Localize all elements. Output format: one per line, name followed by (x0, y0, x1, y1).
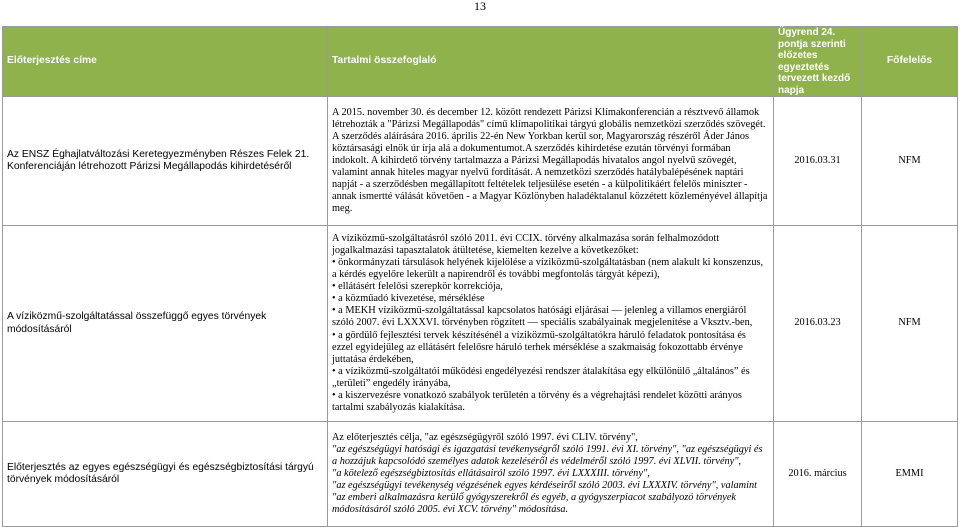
page-number: 13 (474, 0, 486, 13)
summary-bullet: • ellátásért felelősi szerepkör korrekciója, (332, 281, 503, 293)
table-row (3, 97, 958, 226)
row-summary: A 2015. november 30. és december 12. között rendezett Párizsi Klímakonferencián a résztvevő államok létrehozták a "Párizsi Megállapodás" című klímapolitikai tárgyú globális nemzetközi szerződés szövegét. A szerződés aláírására 2016. április 22-én New Yorkban kerül sor, Magyarország részéről Áder János köztársasági elnök úr írja alá a dokumentumot.A szerződés kihirdetése ezután törvényi formában indokolt. A kihirdető törvény tartalmazza a Párizsi Megállapodás hivatalos angol nyelvű szövegét, valamint annak hiteles magyar nyelvű fordítását. A nemzetközi szerződés hatálybalépésének naptári napját - a szerződésben megállapított feltételek teljesülése esetén - a külpolitikáért felelős miniszter - annak ismertté válását követően - a Magyar Közlönyben haladéktalanul közzétett közleményével állapítja meg. (328, 97, 774, 226)
summary-bullet: • a víziközmű-szolgáltatói működési engedélyezési rendszer átalakítása egy elkülönülő „általános” és „területi” engedély irányába, (332, 365, 750, 389)
summary-line: A víziközmű-szolgáltatásról szóló 2011. évi CCIX. törvény alkalmazása során felhalmozódott jogalkalmazási tapasztalatok átültetése, kiemelten kezelve a következőket: (332, 232, 720, 256)
header-summary: Tartalmi összefoglaló (328, 27, 774, 97)
agenda-table (2, 26, 958, 527)
header-deadline: Ügyrend 24. pontja szerinti előzetes egyeztetés tervezett kezdő napja (774, 27, 862, 97)
row-date: 2016.03.23 (774, 226, 862, 422)
row-responsible: EMMI (862, 422, 958, 527)
summary-line: "a kötelező egészségbiztosítás ellátásairól szóló 1997. évi LXXXIII. törvény", (332, 467, 650, 479)
summary-line: "az egészségügyi hatósági és igazgatási tevékenységről szóló 1991. évi XI. törvény", "az egészségügyi és a hozzájuk kapcsolódó személyes adatok kezeléséről és védelméről szóló 1997. évi XLVII. törvény", (332, 443, 763, 467)
header-responsible: Főfelelős (862, 27, 958, 97)
header-title: Előterjesztés címe (3, 27, 328, 97)
row-date: 2016.03.31 (774, 97, 862, 226)
summary-bullet: • a közműadó kivezetése, mérséklése (332, 293, 485, 305)
table-header-row (3, 27, 958, 97)
table-row (3, 226, 958, 422)
row-title: Előterjesztés az egyes egészségügyi és egészségbiztosítási tárgyú törvények módosításáról (3, 422, 328, 527)
summary-line: "az egészségügyi tevékenység végzésének egyes kérdéseiről szóló 2003. évi LXXXIV. törvény", valamint "az emberi alkalmazásra kerülő gyógyszerekről és egyéb, a gyógyszerpiacot szabályozó törvények módosításáról szóló 2005. évi XCV. törvény" módosítása. (332, 480, 757, 516)
row-summary (328, 422, 774, 527)
row-title: A víziközmű-szolgáltatással összefüggő egyes törvények módosításáról (3, 226, 328, 422)
row-responsible: NFM (862, 226, 958, 422)
row-summary (328, 226, 774, 422)
summary-bullet: • a gördülő fejlesztési tervek készítésénél a víziközmű-szolgáltatókra háruló feladatok pontosítása és ezzel egyidejűleg az ellátásért felelősre háruló terhek mérséklése a szakmaiság fokozottabb érvénye juttatása érdekében, (332, 329, 746, 365)
summary-bullet: • a kiszervezésre vonatkozó szabályok területén a törvény és a végrehajtási rendelet közötti arányos tartalmi szabályozás kialakítása. (332, 390, 742, 414)
summary-bullet: • önkormányzati társulások helyének kijelölése a víziközmű-szolgáltatásban (nem alakult ki konszenzus, a kérdés egyelőre lekerült a napirendről és további megfontolás tárgyát képezi), (332, 256, 764, 281)
row-title: Az ENSZ Éghajlatváltozási Keretegyezményben Részes Felek 21. Konferenciáján létrehozott Párizsi Megállapodás kihirdetéséről (3, 97, 328, 226)
row-responsible: NFM (862, 97, 958, 226)
row-date: 2016. március (774, 422, 862, 527)
table-row (3, 422, 958, 527)
summary-bullet: • a MEKH víziközmű-szolgáltatással kapcsolatos hatósági eljárásai — jelenleg a villamos energiáról szóló 2007. évi LXXXVI. törvényben rögzített — speciális szabályainak megjelenítése a Vksztv.-ben, (332, 305, 753, 329)
summary-line: Az előterjesztés célja, "az egészségügyről szóló 1997. évi CLIV. törvény", (332, 431, 638, 443)
